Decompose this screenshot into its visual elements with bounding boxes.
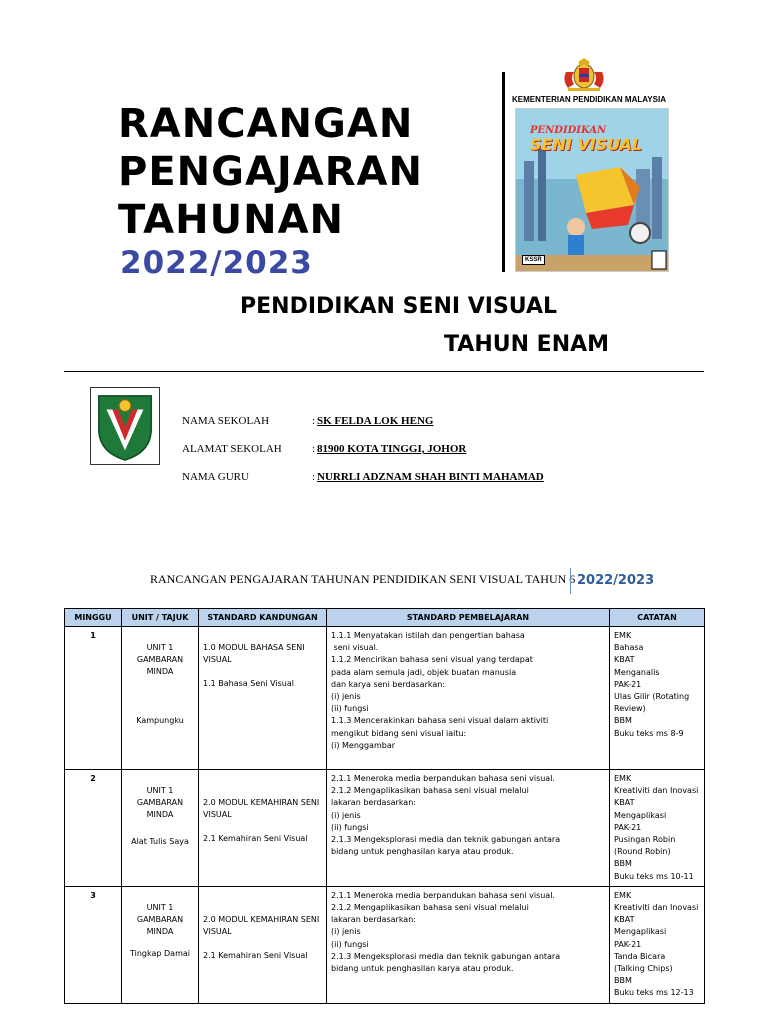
school-logo-icon <box>90 387 160 465</box>
sp-line: (i) Menggambar <box>331 740 396 750</box>
week-cell: 1 <box>65 627 122 770</box>
catatan-line: (Round Robin) <box>614 847 671 857</box>
sp-line: 2.1.3 Mengeksplorasi media dan teknik gabungan antara <box>331 835 561 845</box>
cover-year: 2022/2023 <box>120 245 313 281</box>
sp-line: mengikut bidang seni visual iaitu: <box>331 728 467 738</box>
sp-cell <box>327 627 610 770</box>
catatan-line: Ulas Gilir (Rotating <box>614 692 690 702</box>
sk-cell <box>199 886 327 1003</box>
catatan-line: EMK <box>614 890 632 900</box>
school-address-label: ALAMAT SEKOLAH <box>182 443 282 455</box>
table-row <box>65 627 705 770</box>
catatan-line: Menganalis <box>614 667 660 677</box>
sp-line: 2.1.2 Mengaplikasikan bahasa seni visual melalui <box>331 903 529 913</box>
sp-line: 1.1.3 Mencerakinkan bahasa seni visual dalam aktiviti <box>331 716 549 726</box>
textbook-cover-small-title: PENDIDIKAN <box>530 125 607 136</box>
sp-line: lakaran berdasarkan: <box>331 915 416 925</box>
week-cell: 2 <box>65 770 122 887</box>
sp-line: seni visual. <box>331 643 379 653</box>
catatan-line: (Talking Chips) <box>614 964 673 974</box>
sp-line: (i) jenis <box>331 927 361 937</box>
unit-line: GAMBARAN <box>136 655 184 665</box>
table-title: RANCANGAN PENGAJARAN TAHUNAN PENDIDIKAN SENI VISUAL TAHUN 6 <box>150 572 576 586</box>
sp-line: bidang untuk penghasilan karya atau produk. <box>331 847 514 857</box>
catatan-line: EMK <box>614 631 632 640</box>
ministry-name: KEMENTERIAN PENDIDIKAN MALAYSIA <box>512 95 666 104</box>
unit-line: UNIT 1 <box>146 643 174 652</box>
catatan-line: EMK <box>614 774 632 783</box>
sk-module: 2.0 MODUL KEMAHIRAN SENI VISUAL <box>203 914 320 937</box>
catatan-line: PAK-21 <box>614 939 642 949</box>
teacher-name-label: NAMA GURU <box>182 471 249 483</box>
header-minggu: MINGGU <box>65 609 122 627</box>
sp-line: 2.1.1 Meneroka media berpandukan bahasa seni visual. <box>331 890 555 900</box>
topic-title: Tingkap Damai <box>129 949 190 959</box>
catatan-line: BBM <box>614 976 632 986</box>
sp-line: 1.1.1 Menyatakan istilah dan pengertian bahasa <box>331 631 525 640</box>
sp-line: (ii) fungsi <box>331 704 369 714</box>
catatan-cell <box>610 627 705 770</box>
catatan-line: Bahasa <box>614 643 644 653</box>
table-row <box>65 886 705 1003</box>
unit-cell <box>122 770 199 887</box>
table-year: 2022/2023 <box>570 568 654 594</box>
textbook-cover-badge: KSSR <box>522 255 545 265</box>
textbook-cover-image <box>515 108 669 272</box>
catatan-line: Review) <box>614 704 646 714</box>
sk-module: 1.0 MODUL BAHASA SENI VISUAL <box>203 643 305 665</box>
sp-cell <box>327 770 610 887</box>
sk-cell <box>199 770 327 887</box>
catatan-line: Kreativiti dan Inovasi <box>614 786 699 796</box>
table-row <box>65 770 705 887</box>
header-standard-pembelajaran: STANDARD PEMBELAJARAN <box>327 609 610 627</box>
document-title <box>118 100 423 244</box>
catatan-line: Mengaplikasi <box>614 810 667 820</box>
sp-line: (ii) fungsi <box>331 939 369 949</box>
unit-line: MINDA <box>146 810 174 820</box>
catatan-line: KBAT <box>614 655 635 665</box>
sp-line: pada alam semula jadi, objek buatan manusia <box>331 667 517 677</box>
sp-line: 2.1.2 Mengaplikasikan bahasa seni visual melalui <box>331 786 529 796</box>
sp-line: 1.1.2 Mencirikan bahasa seni visual yang terdapat <box>331 655 533 665</box>
catatan-line: KBAT <box>614 798 635 808</box>
catatan-line: Buku teks ms 12-13 <box>614 988 694 998</box>
sk-module: 2.0 MODUL KEMAHIRAN SENI VISUAL <box>203 798 320 820</box>
unit-line: UNIT 1 <box>146 786 174 795</box>
catatan-cell <box>610 886 705 1003</box>
sp-line: 2.1.1 Meneroka media berpandukan bahasa seni visual. <box>331 774 555 783</box>
catatan-line: KBAT <box>614 915 635 925</box>
sp-cell <box>327 886 610 1003</box>
cover-grade: TAHUN ENAM <box>444 332 610 357</box>
title-line-2: PENGAJARAN <box>118 149 423 195</box>
sk-item: 2.1 Kemahiran Seni Visual <box>203 951 308 961</box>
catatan-line: Kreativiti dan Inovasi <box>614 903 699 913</box>
sp-line: (i) jenis <box>331 810 361 820</box>
sk-item: 1.1 Bahasa Seni Visual <box>203 679 294 689</box>
school-name-value: SK FELDA LOK HENG <box>317 415 434 427</box>
catatan-line: BBM <box>614 859 632 869</box>
sk-cell <box>199 627 327 770</box>
sp-line: dan karya seni berdasarkan: <box>331 679 446 689</box>
title-line-1: RANCANGAN <box>118 101 414 147</box>
catatan-line: Pusingan Robin <box>614 835 676 845</box>
catatan-line: PAK-21 <box>614 679 642 689</box>
catatan-line: PAK-21 <box>614 822 642 832</box>
unit-cell <box>122 627 199 770</box>
catatan-line: Tanda Bicara <box>614 951 666 961</box>
topic-title: Kampungku <box>136 715 184 725</box>
unit-line: MINDA <box>146 927 174 937</box>
teacher-name-value: NURRLI ADZNAM SHAH BINTI MAHAMAD <box>317 471 544 483</box>
catatan-line: Mengaplikasi <box>614 927 667 937</box>
unit-cell <box>122 886 199 1003</box>
catatan-line: Buku teks ms 8-9 <box>614 728 684 738</box>
sp-line: (i) jenis <box>331 692 361 702</box>
divider-horizontal <box>64 371 704 372</box>
title-line-3: TAHUNAN <box>118 197 345 243</box>
catatan-line: Buku teks ms 10-11 <box>614 871 694 881</box>
unit-line: UNIT 1 <box>146 902 174 912</box>
cover-subject: PENDIDIKAN SENI VISUAL <box>240 294 558 319</box>
unit-line: GAMBARAN <box>136 915 184 925</box>
divider-vertical <box>502 72 505 272</box>
sp-line: 2.1.3 Mengeksplorasi media dan teknik gabungan antara <box>331 951 561 961</box>
sp-line: bidang untuk penghasilan karya atau produk. <box>331 964 514 974</box>
sp-line: lakaran berdasarkan: <box>331 798 416 808</box>
sk-item: 2.1 Kemahiran Seni Visual <box>203 834 308 844</box>
catatan-line: BBM <box>614 716 632 726</box>
unit-line: GAMBARAN <box>136 798 184 808</box>
yearly-plan-table <box>64 608 705 1004</box>
week-cell: 3 <box>65 886 122 1003</box>
catatan-cell <box>610 770 705 887</box>
school-name-label: NAMA SEKOLAH <box>182 415 270 427</box>
sp-line: (ii) fungsi <box>331 822 369 832</box>
header-catatan: CATATAN <box>610 609 705 627</box>
school-address-value: 81900 KOTA TINGGI, JOHOR <box>317 443 467 455</box>
ministry-crest-icon <box>560 58 608 92</box>
unit-line: MINDA <box>146 667 174 677</box>
header-unit-tajuk: UNIT / TAJUK <box>122 609 199 627</box>
textbook-cover-big-title: SENI VISUAL <box>530 135 643 154</box>
header-standard-kandungan: STANDARD KANDUNGAN <box>199 609 327 627</box>
topic-title: Alat Tulis Saya <box>131 836 189 846</box>
table-header-row <box>65 609 705 627</box>
